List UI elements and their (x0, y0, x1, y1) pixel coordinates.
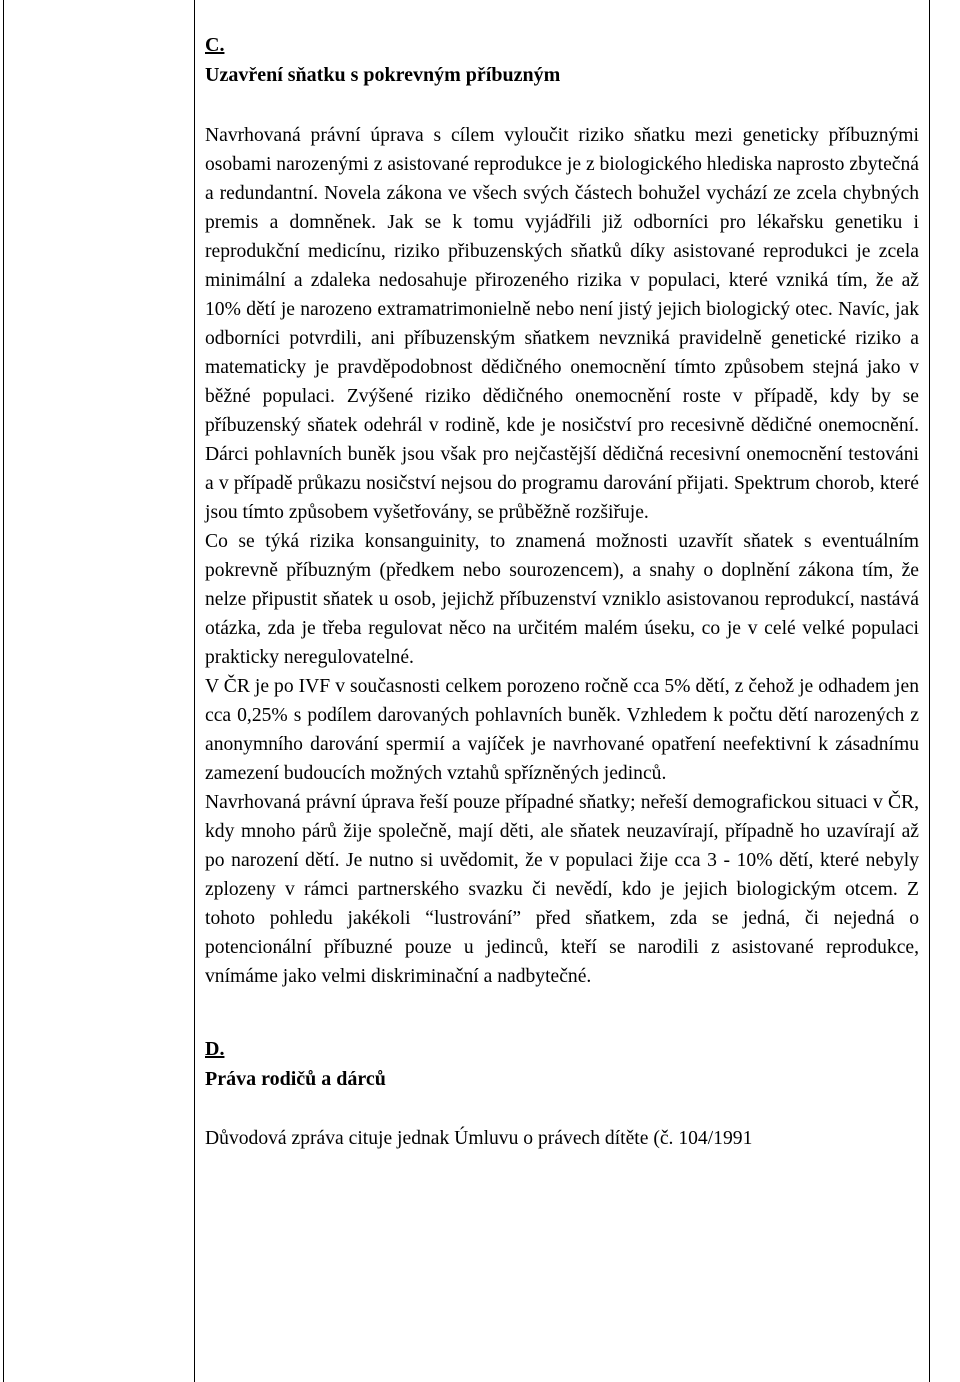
section-d-title: Práva rodičů a dárců (205, 1068, 386, 1090)
section-d-letter: D. (205, 1038, 225, 1060)
section-c-paragraph-2: Co se týká rizika konsanguinity, to znamená možnosti uzavřít sňatek s eventuálním pokrevně příbuzným (předkem nebo sourozencem), a snahy o doplnění zákona tím, že nelze připustit sňatek u osob, jejichž příbuzenství vzniklo asistovanou reprodukcí, nastává otázka, zda je třeba regulovat něco na určitém malém úseku, co je v celé velké populaci prakticky neregulovatelné. (205, 531, 919, 668)
table-border-right (929, 0, 930, 1382)
table-border-left (3, 0, 4, 1382)
section-c-paragraph-1: Navrhovaná právní úprava s cílem vyloučit riziko sňatku mezi geneticky příbuznými osobami narozenými z asistované reprodukce je z biologického hlediska naprosto zbytečná a redundantní. Novela zákona ve všech svých částech bohužel vychází ze zcela chybných premis a domněnek. Jak se k tomu vyjádřili již odborníci pro lékařsku genetiku i reprodukční medicínu, riziko přibuzenských sňatků díky asistované reprodukci je zcela minimální a zdaleka nedosahuje přirozeného rizika v populaci, které vzniká tím, že až 10% dětí je narozeno extramatrimonielně nebo není jistý jejich biologický otec. Navíc, jak odborníci potvrdili, ani příbuzenským sňatkem nevzniká pravidelně genetické riziko a matematicky je pravděpodobnost dědičného onemocnění tímto způsobem stejná jako v běžné populaci. Zvýšené riziko dědičného onemocnění roste v případě, kdy by se příbuzenský sňatek odehrál v rodině, kde je nosičství pro recesivně dědičné onemocnění. Dárci pohlavních buněk jsou však pro nejčastější dědičná recesivní onemocnění testováni a v případě průkazu nosičství nejsou do programu darování přijati. Spektrum chorob, které jsou tímto způsobem vyšetřovány, se průběžně rozšiřuje. (205, 125, 919, 523)
section-c-paragraph-3: V ČR je po IVF v současnosti celkem porozeno ročně cca 5% dětí, z čehož je odhadem jen cca 0,25% s podílem darovaných pohlavních buněk. Vzhledem k počtu dětí narozených z anonymního darování spermií a vajíček je navrhované opatření neefektivní k zásadnímu zamezení budoucích možných vztahů spřízněných jedinců. (205, 676, 919, 784)
section-c-paragraph-4: Navrhovaná právní úprava řeší pouze případné sňatky; neřeší demografickou situaci v ČR, kdy mnoho párů žije společně, mají děti, ale sňatek neuzavírají, případně ho uzavírají až po narození dětí. Je nutno si uvědomit, že v populaci žije cca 3 - 10% dětí, které nebyly zplozeny v rámci partnerského svazku či nevědí, kdo je jejich biologickým otcem. Z tohoto pohledu jakékoli “lustrování” před sňatkem, zda se jedná, či nejedná o potencionální příbuzné pouze u jedinců, kteří se narodili z asistované reprodukce, vnímáme jako velmi diskriminační a nadbytečné. (205, 792, 919, 987)
document-text-cell (205, 30, 919, 1153)
section-c-letter: C. (205, 34, 225, 56)
section-c-title: Uzavření sňatku s pokrevným příbuzným (205, 64, 561, 86)
section-d-paragraph-1: Důvodová zpráva cituje jednak Úmluvu o právech dítěte (č. 104/1991 (205, 1128, 753, 1149)
table-column-divider (194, 0, 195, 1382)
